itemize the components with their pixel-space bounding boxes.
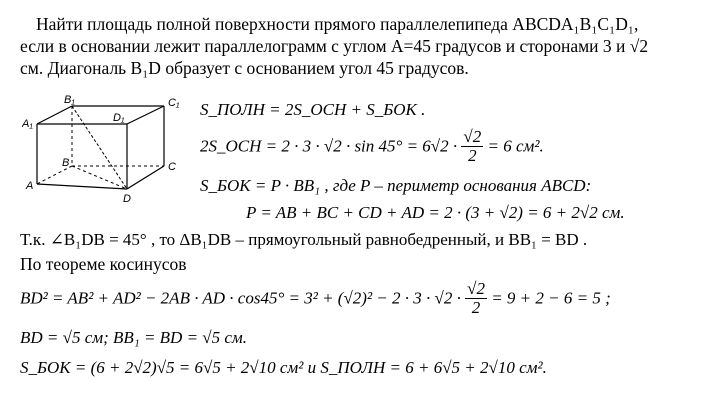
label-b1: B₁ xyxy=(64,94,75,106)
label-c: C xyxy=(168,161,176,173)
bd-rhs: = 9 + 2 − 6 = 5 ; xyxy=(491,288,611,308)
label-c1: C₁ xyxy=(168,97,180,109)
s-base-fraction-den: 2 xyxy=(468,146,477,165)
s-base-lhs: 2S_ОСН = 2 · 3 · √2 · sin 45° = 6√2 · xyxy=(200,136,458,156)
problem-line-2: если в основании лежит параллелограмм с углом A=45 градусов и сторонами 3 и √2 xyxy=(20,36,649,56)
s-base-fraction-num: √2 xyxy=(463,127,482,146)
problem-line-3: см. Диагональ B₁D образует с основанием угол 45 градусов. xyxy=(20,58,469,78)
s-base-rhs: = 6 см². xyxy=(487,136,544,156)
formula-perimeter: P = AB + BC + CD + AD = 2 · (3 + √2) = 6 + 2√2 см. xyxy=(246,203,625,222)
bd-fraction-num: √2 xyxy=(467,279,485,298)
bd-fraction-den: 2 xyxy=(471,298,481,317)
formula-s-base xyxy=(200,128,544,165)
formula-s-full: S_ПОЛН = 2S_ОСН + S_БОК . xyxy=(200,100,426,119)
formula-final-area: S_БОК = (6 + 2√2)√5 = 6√5 + 2√10 см² и S_ПОЛН = 6 + 6√5 + 2√10 см². xyxy=(20,358,547,377)
s-base-fraction xyxy=(461,128,483,165)
cosine-theorem-heading: По теореме косинусов xyxy=(20,254,187,274)
problem-line-1: Найти площадь полной поверхности прямого параллелепипеда ABCDA₁B₁C₁D₁, xyxy=(36,14,639,34)
label-d: D xyxy=(123,193,131,205)
label-a1: A₁ xyxy=(22,118,33,130)
label-a: A xyxy=(26,180,34,192)
label-d1: D₁ xyxy=(113,112,125,124)
formula-bd xyxy=(20,280,611,317)
parallelepiped-figure xyxy=(22,94,192,206)
since-statement: Т.к. ∠B₁DB = 45° , то ΔB₁DB – прямоугольный равнобедренный, и BB₁ = BD . xyxy=(20,230,588,249)
formula-s-lateral: S_БОК = P · BB₁ , где P – периметр основания ABCD: xyxy=(200,176,592,195)
bd-fraction xyxy=(465,280,487,317)
bd-lhs: BD² = AB² + AD² − 2AB · AD · cos45° = 3² + (√2)² − 2 · 3 · √2 · xyxy=(20,288,461,308)
formula-bd-result: BD = √5 см; BB₁ = BD = √5 см. xyxy=(20,328,248,347)
label-b: B xyxy=(62,157,70,169)
